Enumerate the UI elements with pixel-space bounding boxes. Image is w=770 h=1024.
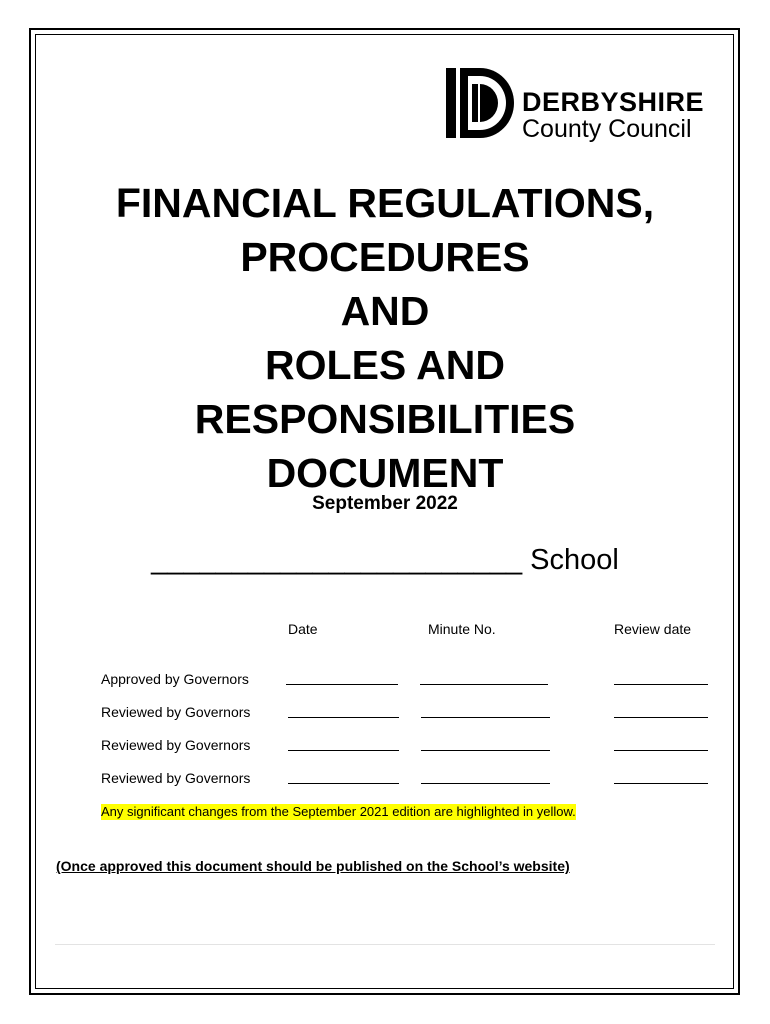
council-logo [444, 66, 724, 146]
school-label: School [530, 544, 619, 576]
review-date-blank [614, 717, 708, 718]
school-name-field [40, 540, 730, 580]
row-label-reviewed: Reviewed by Governors [101, 704, 251, 720]
date-blank [286, 684, 398, 685]
school-name-blank: _______________________ [151, 544, 523, 576]
review-date-blank [614, 750, 708, 751]
minute-no-blank [421, 783, 550, 784]
document-date: September 2022 [312, 493, 458, 514]
minute-no-blank [421, 717, 550, 718]
review-date-blank [614, 783, 708, 784]
highlight-note: Any significant changes from the September 2021 edition are highlighted in yellow. [101, 804, 576, 819]
logo-text-county-council: County Council [522, 115, 692, 143]
derbyshire-d-logo-icon [444, 66, 516, 140]
date-blank [288, 717, 399, 718]
date-blank [288, 783, 399, 784]
logo-text-derbyshire: DERBYSHIRE [522, 87, 705, 117]
row-label-reviewed: Reviewed by Governors [101, 770, 251, 786]
minute-no-blank [421, 750, 550, 751]
title-line: PROCEDURES [240, 234, 530, 280]
title-line: AND [340, 288, 430, 334]
title-line: DOCUMENT [266, 450, 504, 496]
document-title [40, 176, 730, 500]
footer-divider [55, 944, 715, 945]
date-blank [288, 750, 399, 751]
publish-instruction: (Once approved this document should be published on the School’s website) [56, 858, 570, 874]
minute-no-blank [420, 684, 548, 685]
review-date-blank [614, 684, 708, 685]
title-line: RESPONSIBILITIES [194, 396, 576, 442]
title-line: ROLES AND [265, 342, 505, 388]
column-header-date: Date [288, 621, 318, 637]
column-header-review-date: Review date [614, 621, 692, 637]
column-header-minute-no: Minute No. [428, 621, 496, 637]
row-label-approved: Approved by Governors [101, 671, 249, 687]
row-label-reviewed: Reviewed by Governors [101, 737, 251, 753]
title-line: FINANCIAL REGULATIONS, [115, 180, 655, 226]
